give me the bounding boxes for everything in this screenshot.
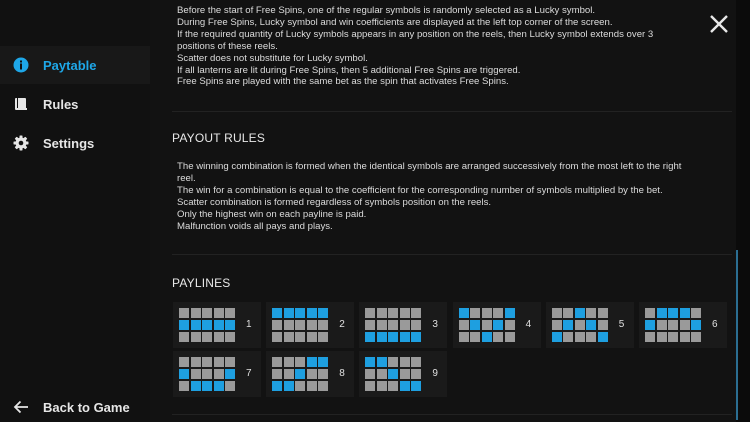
text-line: During Free Spins, Lucky symbol and win coefficients are displayed at the left top corner of the screen. [177, 16, 613, 28]
payline-cell [388, 381, 398, 391]
payline-cell [505, 320, 515, 330]
payline-card [359, 351, 447, 397]
payline-cell [225, 320, 235, 330]
payline-card [173, 351, 261, 397]
payline-cell [411, 357, 421, 367]
payline-cell [552, 320, 562, 330]
payline-cell [307, 369, 317, 379]
payline-cell [645, 320, 655, 330]
payline-cell [191, 308, 201, 318]
payline-cell [377, 332, 387, 342]
payline-cell [598, 320, 608, 330]
sidebar [0, 0, 150, 422]
payline-cell [377, 369, 387, 379]
payline-cell [400, 332, 410, 342]
payline-cell [225, 332, 235, 342]
payline-card [359, 302, 447, 348]
payline-cell [411, 381, 421, 391]
text-line: The win for a combination is equal to the coefficient for the corresponding number of symbols multiplied by the bet. [177, 184, 663, 196]
payline-cell [214, 332, 224, 342]
payline-cell [586, 332, 596, 342]
payline-cell [657, 332, 667, 342]
payline-card [266, 302, 354, 348]
payline-cell [365, 381, 375, 391]
sidebar-item-label: Settings [43, 135, 95, 151]
payline-cell [691, 332, 701, 342]
payline-number: 1 [246, 319, 252, 330]
text-line: Free Spins are played with the same bet as the spin that activates Free Spins. [177, 76, 509, 88]
payline-cell [365, 308, 375, 318]
payline-cell [680, 320, 690, 330]
payline-cell [459, 320, 469, 330]
free-spins-text [177, 5, 732, 88]
payline-cell [680, 332, 690, 342]
payline-cell [295, 369, 305, 379]
back-to-game-label: Back to Game [43, 399, 130, 415]
payline-cell [668, 320, 678, 330]
payline-number: 4 [525, 319, 532, 330]
back-to-game-button[interactable] [0, 392, 150, 422]
payline-pattern [179, 308, 235, 342]
payline-cell [645, 308, 655, 318]
payline-cell [470, 332, 480, 342]
payline-cell [377, 320, 387, 330]
payline-cell [272, 332, 282, 342]
payline-cell [563, 332, 573, 342]
payline-number: 6 [712, 319, 718, 330]
text-line: If the required quantity of Lucky symbols appears in any position on the reels, then Lucky symbol extends over 3 [177, 28, 654, 40]
sidebar-item-settings[interactable] [0, 124, 150, 162]
payline-cell [459, 332, 469, 342]
payline-cell [377, 381, 387, 391]
payline-cell [493, 320, 503, 330]
text-line: positions of these reels. [177, 40, 278, 52]
payline-cell [214, 381, 224, 391]
payline-cell [388, 308, 398, 318]
payline-cell [668, 308, 678, 318]
info-icon [13, 57, 29, 73]
text-line: Scatter does not substitute for Lucky symbol. [177, 52, 368, 64]
payline-cell [179, 357, 189, 367]
payline-number: 2 [339, 319, 345, 330]
payline-cell [295, 308, 305, 318]
payline-cell [179, 320, 189, 330]
text-line: Malfunction voids all pays and plays. [177, 220, 333, 232]
payline-cell [225, 308, 235, 318]
payline-cell [411, 332, 421, 342]
payline-cell [552, 332, 562, 342]
payline-cell [318, 320, 328, 330]
payline-cell [272, 381, 282, 391]
payline-cell [668, 332, 678, 342]
payline-cell [307, 332, 317, 342]
sidebar-item-label: Rules [43, 96, 79, 112]
payline-pattern [365, 308, 421, 342]
section-divider [172, 111, 732, 112]
payline-cell [482, 332, 492, 342]
payline-cell [482, 308, 492, 318]
payline-cell [179, 308, 189, 318]
paylines-title: PAYLINES [172, 276, 231, 290]
payline-number: 3 [432, 319, 438, 330]
payline-cell [470, 308, 480, 318]
payline-cell [318, 369, 328, 379]
payline-cell [657, 320, 667, 330]
close-button[interactable] [707, 12, 731, 36]
payline-cell [284, 308, 294, 318]
payline-cell [365, 357, 375, 367]
payline-cell [179, 369, 189, 379]
section-divider [172, 254, 732, 255]
payline-cell [563, 308, 573, 318]
payline-cell [225, 381, 235, 391]
payline-cell [284, 381, 294, 391]
payline-cell [191, 320, 201, 330]
close-icon [711, 16, 727, 32]
payline-cell [179, 381, 189, 391]
text-line: The winning combination is formed when the identical symbols are arranged successively from the most left to the right [177, 161, 682, 172]
payline-cell [470, 320, 480, 330]
payline-cell [411, 320, 421, 330]
payline-cell [191, 369, 201, 379]
payline-pattern [272, 308, 328, 342]
payline-cell [505, 332, 515, 342]
payline-cell [318, 381, 328, 391]
payline-cell [202, 308, 212, 318]
payline-pattern [365, 357, 421, 391]
payline-cell [214, 369, 224, 379]
sidebar-item-rules[interactable] [0, 85, 150, 123]
payline-cell [493, 308, 503, 318]
payline-cell [295, 320, 305, 330]
payline-pattern [552, 308, 608, 342]
payline-number: 5 [618, 319, 625, 330]
payline-cell [191, 381, 201, 391]
payline-cell [284, 320, 294, 330]
payline-cell [365, 320, 375, 330]
scrollbar[interactable] [736, 250, 738, 420]
payline-cell [318, 308, 328, 318]
payline-cell [318, 357, 328, 367]
payline-pattern [645, 308, 701, 342]
payline-cell [459, 308, 469, 318]
payline-cell [575, 308, 585, 318]
payline-cell [598, 308, 608, 318]
payline-number: 9 [432, 368, 438, 379]
payline-cell [388, 320, 398, 330]
sidebar-item-label: Paytable [43, 57, 97, 73]
payline-cell [552, 308, 562, 318]
payline-cell [388, 369, 398, 379]
payline-pattern [179, 357, 235, 391]
payline-card [266, 351, 354, 397]
payline-cell [307, 381, 317, 391]
payline-cell [202, 332, 212, 342]
payline-cell [388, 332, 398, 342]
payline-cell [225, 369, 235, 379]
paytable-content [150, 0, 736, 422]
payline-cell [377, 357, 387, 367]
text-line: Scatter combination is formed regardless of symbols position on the reels. [177, 196, 492, 208]
payline-cell [586, 308, 596, 318]
payline-cell [365, 332, 375, 342]
payline-cell [563, 320, 573, 330]
text-line: If all lanterns are lit during Free Spins, then 5 additional Free Spins are triggered. [177, 64, 521, 76]
payline-cell [505, 308, 515, 318]
payline-cell [307, 357, 317, 367]
payline-cell [586, 320, 596, 330]
payline-cell [691, 308, 701, 318]
payline-cell [295, 381, 305, 391]
payline-card [546, 302, 634, 348]
payline-cell [411, 369, 421, 379]
section-divider [172, 414, 732, 415]
payline-cell [680, 308, 690, 318]
payline-cell [284, 369, 294, 379]
payline-cell [272, 320, 282, 330]
payout-rules-title: PAYOUT RULES [172, 131, 266, 145]
payline-cell [691, 320, 701, 330]
payline-cell [202, 357, 212, 367]
payline-cell [400, 369, 410, 379]
book-icon [13, 96, 29, 112]
payline-cell [657, 308, 667, 318]
gear-icon [13, 135, 29, 151]
payline-cell [202, 369, 212, 379]
payline-pattern [459, 308, 515, 342]
payline-number: 8 [339, 368, 345, 379]
payline-cell [214, 320, 224, 330]
payline-cell [365, 369, 375, 379]
payline-cell [400, 320, 410, 330]
payline-card [453, 302, 541, 348]
payline-cell [191, 357, 201, 367]
payline-cell [225, 357, 235, 367]
payline-card [173, 302, 261, 348]
payline-cell [202, 320, 212, 330]
payline-cell [214, 308, 224, 318]
payline-cell [202, 381, 212, 391]
payline-cell [400, 381, 410, 391]
payline-cell [575, 332, 585, 342]
payline-cell [307, 320, 317, 330]
payline-number: 7 [246, 368, 252, 379]
payline-cell [284, 357, 294, 367]
payline-cell [493, 332, 503, 342]
payline-cell [272, 369, 282, 379]
text-line: reel. [177, 172, 196, 184]
text-line: Before the start of Free Spins, one of the regular symbols is randomly selected as a Lucky symbol. [177, 5, 596, 16]
payline-cell [598, 332, 608, 342]
payline-cell [295, 357, 305, 367]
payline-cell [191, 332, 201, 342]
payline-cell [400, 357, 410, 367]
text-line: Only the highest win on each payline is paid. [177, 208, 367, 220]
payline-cell [284, 332, 294, 342]
payline-cell [295, 332, 305, 342]
payline-cell [272, 357, 282, 367]
payline-cell [318, 332, 328, 342]
payline-cell [179, 332, 189, 342]
payline-cell [307, 308, 317, 318]
payline-cell [400, 308, 410, 318]
payline-cell [575, 320, 585, 330]
payline-cell [411, 308, 421, 318]
payline-cell [388, 357, 398, 367]
payline-cell [377, 308, 387, 318]
arrow-left-icon [13, 399, 29, 415]
payline-cell [482, 320, 492, 330]
payout-rules-text [177, 161, 732, 232]
payline-cell [645, 332, 655, 342]
payline-pattern [272, 357, 328, 391]
sidebar-item-paytable[interactable] [0, 46, 150, 84]
payline-cell [214, 357, 224, 367]
payline-card [639, 302, 727, 348]
payline-cell [272, 308, 282, 318]
